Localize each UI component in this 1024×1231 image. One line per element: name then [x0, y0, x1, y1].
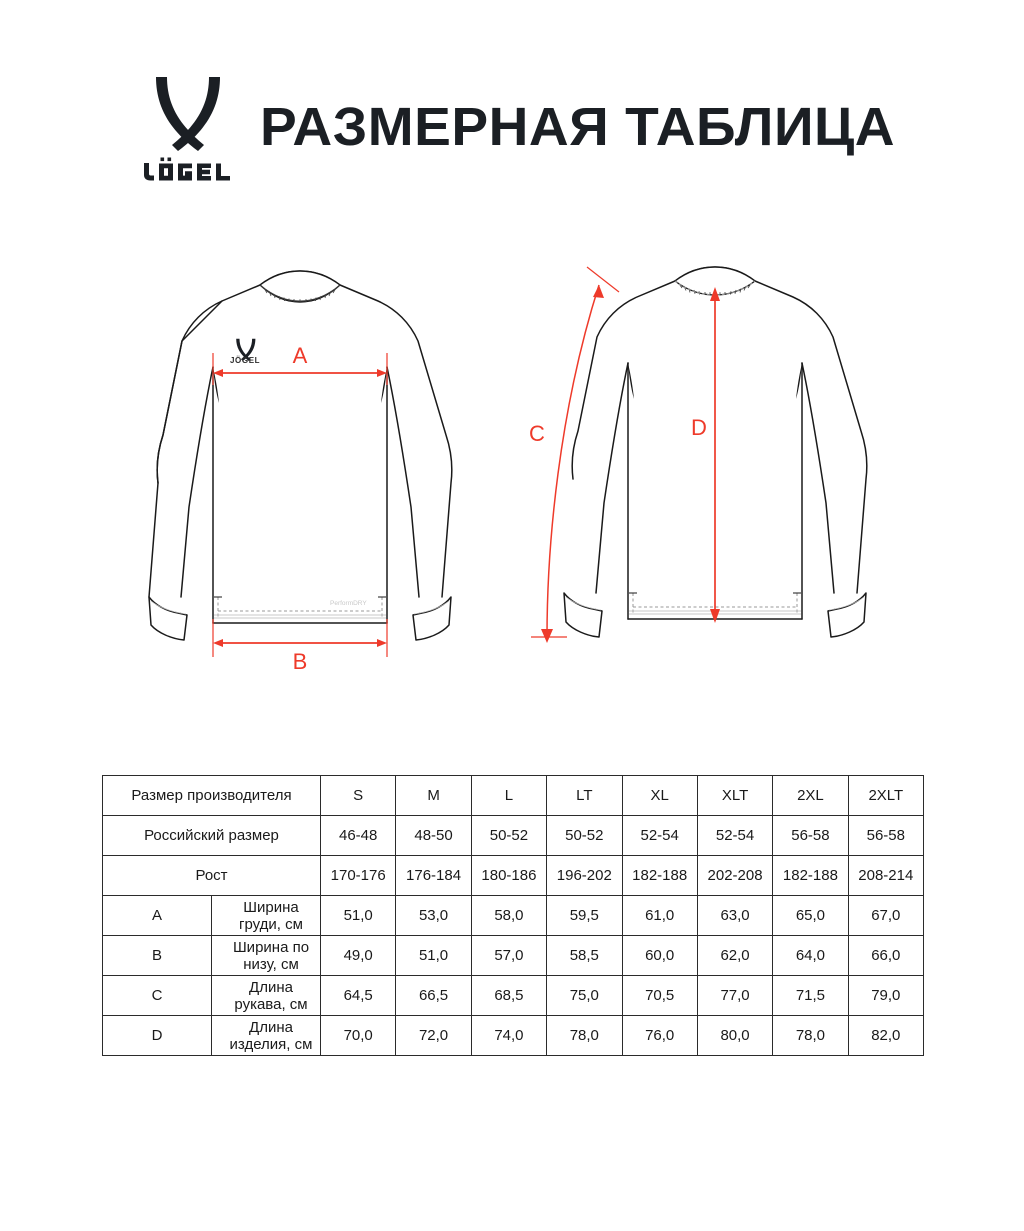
cell-russian-size-l: 50-52: [471, 816, 546, 856]
col-head-s: S: [321, 776, 396, 816]
table-row-manufacturer-size: [103, 776, 924, 816]
cell-c-xl: 70,5: [622, 976, 697, 1016]
cell-a-xl: 61,0: [622, 896, 697, 936]
cell-russian-size-2xl: 56-58: [773, 816, 848, 856]
cell-c-2xlt: 79,0: [848, 976, 923, 1016]
cell-height-s: 170-176: [321, 856, 396, 896]
cell-d-xlt: 80,0: [697, 1016, 772, 1056]
cell-a-2xl: 65,0: [773, 896, 848, 936]
cell-russian-size-s: 46-48: [321, 816, 396, 856]
cell-d-2xlt: 82,0: [848, 1016, 923, 1056]
table-row-b: [103, 936, 924, 976]
cell-b-xl: 60,0: [622, 936, 697, 976]
size-table: [102, 775, 924, 1056]
row-letter-a: A: [103, 896, 212, 936]
cell-a-l: 58,0: [471, 896, 546, 936]
cell-russian-size-lt: 50-52: [547, 816, 622, 856]
cell-b-2xlt: 66,0: [848, 936, 923, 976]
cell-a-2xlt: 67,0: [848, 896, 923, 936]
cell-height-xl: 182-188: [622, 856, 697, 896]
cell-c-m: 66,5: [396, 976, 471, 1016]
performdry-text: PerformDRY: [330, 600, 367, 607]
row-desc-c: Длина рукава, см: [212, 976, 321, 1016]
measure-d-arrow: [710, 287, 720, 623]
cell-c-lt: 75,0: [547, 976, 622, 1016]
cell-a-s: 51,0: [321, 896, 396, 936]
cell-a-lt: 59,5: [547, 896, 622, 936]
cell-d-l: 74,0: [471, 1016, 546, 1056]
measure-c-label: C: [529, 421, 545, 446]
cell-a-m: 53,0: [396, 896, 471, 936]
table-row-height: [103, 856, 924, 896]
cell-height-lt: 196-202: [547, 856, 622, 896]
row-label-russian-size: Российский размер: [103, 816, 321, 856]
cell-height-xlt: 202-208: [697, 856, 772, 896]
collar-rib: [260, 271, 340, 302]
cell-b-xlt: 62,0: [697, 936, 772, 976]
cell-c-s: 64,5: [321, 976, 396, 1016]
col-head-l: L: [471, 776, 546, 816]
cell-d-s: 70,0: [321, 1016, 396, 1056]
jogel-logo: [142, 71, 234, 183]
cell-height-m: 176-184: [396, 856, 471, 896]
cell-height-2xlt: 208-214: [848, 856, 923, 896]
cell-d-m: 72,0: [396, 1016, 471, 1056]
measure-d-label: D: [691, 415, 707, 440]
table-row-c: [103, 976, 924, 1016]
cell-a-xlt: 63,0: [697, 896, 772, 936]
cell-height-2xl: 182-188: [773, 856, 848, 896]
cell-c-xlt: 77,0: [697, 976, 772, 1016]
size-table-container: [102, 775, 924, 1056]
table-row-russian-size: [103, 816, 924, 856]
table-row-a: [103, 896, 924, 936]
row-label-manufacturer-size: Размер производителя: [103, 776, 321, 816]
row-desc-a: Ширина груди, см: [212, 896, 321, 936]
col-head-m: M: [396, 776, 471, 816]
col-head-xlt: XLT: [697, 776, 772, 816]
cell-russian-size-2xlt: 56-58: [848, 816, 923, 856]
row-label-height: Рост: [103, 856, 321, 896]
cell-c-2xl: 71,5: [773, 976, 848, 1016]
row-desc-d: Длина изделия, см: [212, 1016, 321, 1056]
cell-d-xl: 76,0: [622, 1016, 697, 1056]
measure-a-label: A: [292, 343, 308, 368]
row-letter-d: D: [103, 1016, 212, 1056]
cell-b-lt: 58,5: [547, 936, 622, 976]
measure-b-label: B: [292, 649, 308, 674]
chest-logo-text: JÖGEL: [230, 356, 261, 365]
page-header: [0, 62, 1024, 192]
col-head-2xl: 2XL: [773, 776, 848, 816]
cell-b-m: 51,0: [396, 936, 471, 976]
cell-b-l: 57,0: [471, 936, 546, 976]
col-head-xl: XL: [622, 776, 697, 816]
jogel-v-logo-icon: [142, 71, 234, 183]
page-title: РАЗМЕРНАЯ ТАБЛИЦА: [259, 97, 895, 157]
cell-russian-size-xl: 52-54: [622, 816, 697, 856]
col-head-lt: LT: [547, 776, 622, 816]
garment-illustrations: [0, 245, 1024, 685]
garment-front-view: [110, 245, 490, 685]
row-desc-b: Ширина по низу, см: [212, 936, 321, 976]
cell-b-2xl: 64,0: [773, 936, 848, 976]
table-row-d: [103, 1016, 924, 1056]
col-head-2xlt: 2XLT: [848, 776, 923, 816]
cell-russian-size-xlt: 52-54: [697, 816, 772, 856]
row-letter-c: C: [103, 976, 212, 1016]
cell-height-l: 180-186: [471, 856, 546, 896]
row-letter-b: B: [103, 936, 212, 976]
cell-c-l: 68,5: [471, 976, 546, 1016]
size-table-body: [103, 776, 924, 1056]
cell-d-lt: 78,0: [547, 1016, 622, 1056]
measure-c-arrow: [531, 267, 619, 643]
cell-russian-size-m: 48-50: [396, 816, 471, 856]
garment-back-view: [515, 245, 915, 685]
cell-b-s: 49,0: [321, 936, 396, 976]
cell-d-2xl: 78,0: [773, 1016, 848, 1056]
